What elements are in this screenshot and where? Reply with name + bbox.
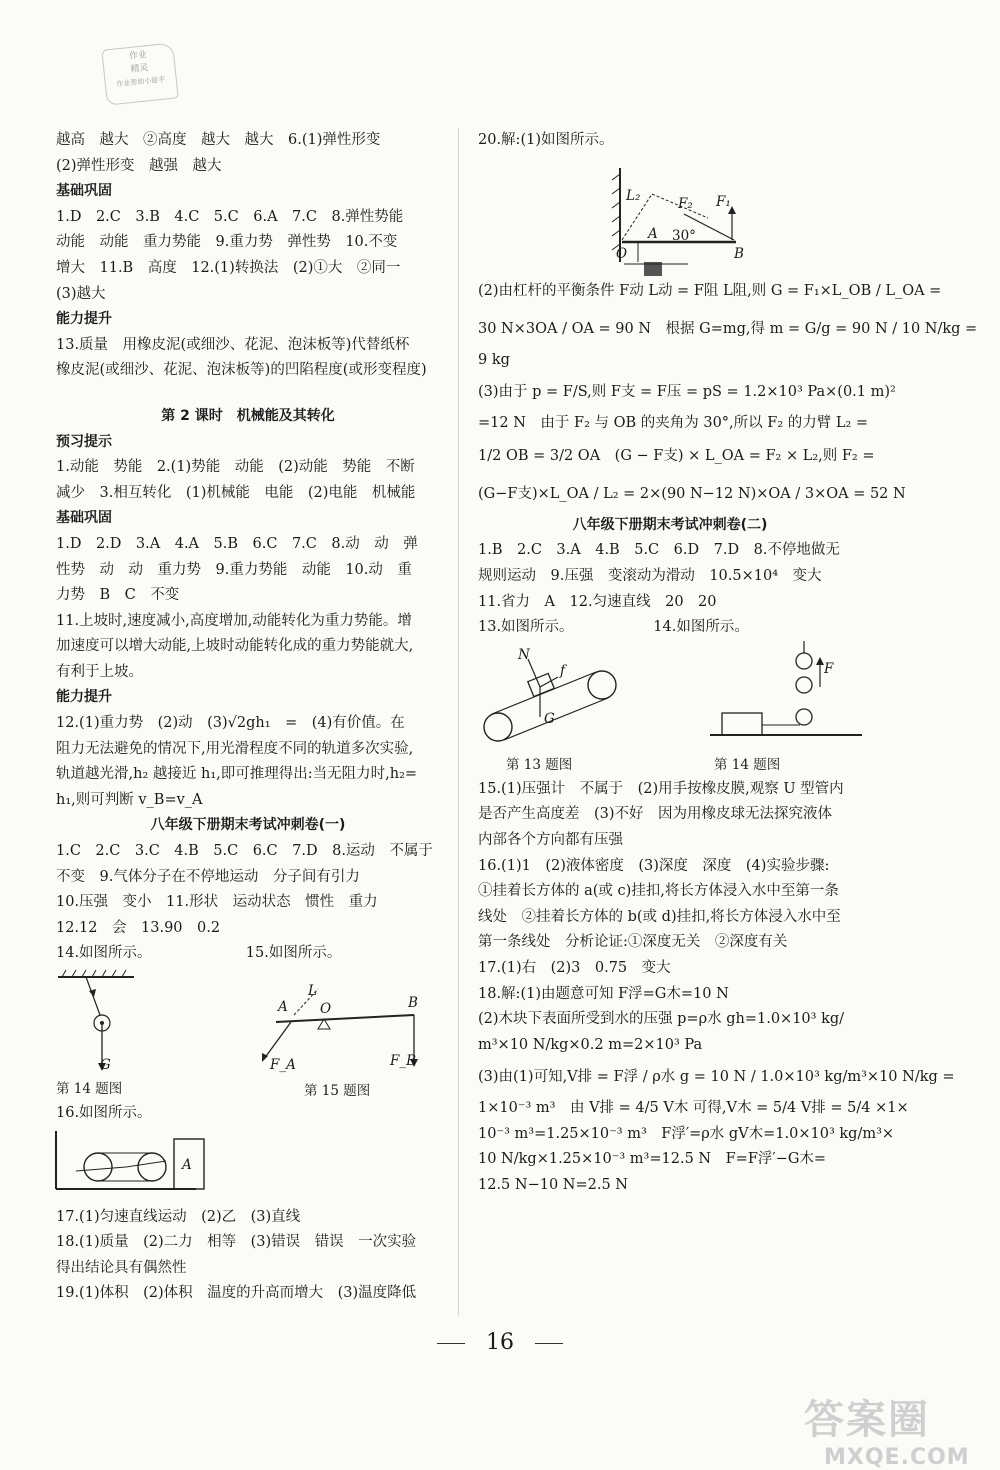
- figure-13-14: [478, 641, 862, 751]
- text-line: 第一条线处 分析论证:①深度无关 ②深度有关: [478, 934, 788, 951]
- text-line: m³×10 N/kg×0.2 m=2×10³ Pa: [478, 1036, 703, 1053]
- figure-14-15: [56, 967, 440, 1075]
- fig20-label-b: B: [734, 245, 744, 262]
- text-line: 力势 B C 不变: [56, 587, 180, 604]
- fig15-label-b: B: [408, 995, 418, 1011]
- fig15-label-l: L: [308, 983, 317, 999]
- text-line: 1×10⁻³ m³ 由 V排 = 4/5 V木 可得,V木 = 5/4 V排 = 5/4 ×1×: [478, 1100, 909, 1117]
- section-heading: 基础巩固: [56, 183, 112, 200]
- fig20-label-angle: 30°: [672, 227, 696, 244]
- figure-13-14-drawing: [478, 641, 862, 751]
- text-line: (2)弹性形变 越强 越大: [56, 157, 222, 174]
- page-number: [0, 1330, 1000, 1355]
- figure-14-15-drawing: [56, 967, 440, 1075]
- text-line: 越高 越大 ②高度 越大 越大 6.(1)弹性形变: [56, 132, 381, 148]
- equation-line: (3)由于 p = F/S,则 F支 = F压 = pS = 1.2×10³ Pa×(0.1 m)²: [478, 384, 896, 401]
- caption: 第 14 题图: [56, 1081, 123, 1097]
- text-line: 20.解:(1)如图所示。: [478, 132, 614, 148]
- figure-captions: [56, 1075, 440, 1101]
- stamp-logo: [101, 42, 178, 105]
- text-line: 规则运动 9.压强 变滚动为滑动 10.5×10⁴ 变大: [478, 567, 822, 584]
- text-line: 橡皮泥(或细沙、花泥、泡沫板等)的凹陷程度(或形变程度): [56, 362, 427, 379]
- figure-20-drawing: [478, 154, 862, 272]
- text-line: 1.B 2.C 3.A 4.B 5.C 6.D 7.D 8.不停地做无: [478, 542, 840, 559]
- page-number-dash: [535, 1343, 563, 1344]
- section-heading: 基础巩固: [56, 510, 112, 527]
- text-line: 不变 9.气体分子在不停地运动 分子间有引力: [56, 868, 360, 885]
- fig15-label-fa: F_A: [270, 1057, 296, 1073]
- text-line: (3)越大: [56, 285, 106, 302]
- watermark-text: 答案圈: [804, 1397, 930, 1443]
- figure-captions: [478, 751, 862, 777]
- fig15-label-fb: F_B: [390, 1053, 417, 1069]
- stamp-line: 精灵: [129, 63, 149, 75]
- watermark-logo: [804, 1388, 990, 1470]
- text-line: 1.D 2.D 3.A 4.A 5.B 6.C 7.C 8.动 动 弹: [56, 535, 418, 552]
- stamp-line: 作业帮助小能手: [116, 75, 166, 89]
- caption: 第 13 题图: [506, 756, 573, 773]
- fig16-label-a: A: [182, 1156, 192, 1173]
- text-line: 14.如图所示。 15.如图所示。: [56, 945, 342, 962]
- text-line: h₁,则可判断 v_B=v_A: [56, 791, 203, 808]
- text-line: 17.(1)匀速直线运动 (2)乙 (3)直线: [56, 1208, 301, 1225]
- fig13-label-g: G: [544, 710, 555, 727]
- text-line: 1.D 2.C 3.B 4.C 5.C 6.A 7.C 8.弹性势能: [56, 208, 404, 225]
- text-line: 线处 ②挂着长方体的 b(或 d)挂扣,将长方体浸入水中至: [478, 908, 841, 925]
- column-divider: [458, 128, 459, 1316]
- left-column: [56, 128, 440, 1307]
- fig20-label-f2: F₂: [678, 195, 693, 212]
- fig20-label-o: O: [616, 245, 628, 262]
- text-line: 12.12 会 13.90 0.2: [56, 919, 221, 936]
- text-line: 12.5 N−10 N=2.5 N: [478, 1177, 628, 1194]
- text-line: 增大 11.B 高度 12.(1)转换法 (2)①大 ②同一: [56, 259, 401, 276]
- text-line: 13.质量 用橡皮泥(或细沙、花泥、泡沫板等)代替纸杯: [56, 336, 410, 353]
- equation-line: 1/2 OB = 3/2 OA (G − F支) × L_OA = F₂ × L₂,则 F₂ =: [478, 447, 875, 464]
- text-line: 减少 3.相互转化 (1)机械能 电能 (2)电能 机械能: [56, 484, 416, 501]
- equation-line: =12 N 由于 F₂ 与 OB 的夹角为 30°,所以 F₂ 的力臂 L₂ =: [478, 415, 869, 432]
- fig20-label-f1: F₁: [716, 193, 731, 210]
- text-line: 10 N/kg×1.25×10⁻³ m³=12.5 N F=F浮′−G木=: [478, 1151, 827, 1168]
- text-line: 18.解:(1)由题意可知 F浮=G木=10 N: [478, 985, 729, 1002]
- equation-line: 9 kg: [478, 351, 510, 368]
- text-line: 加速度可以增大动能,上坡时动能转化成的重力势能就大,: [56, 638, 414, 655]
- exam-title: 八年级下册期末考试冲刺卷(一): [150, 817, 346, 834]
- right-column: [478, 128, 978, 1199]
- text-line: 11.省力 A 12.匀速直线 20 20: [478, 593, 717, 610]
- section-heading: 预习提示: [56, 433, 112, 450]
- equation-line: 30 N×3OA / OA = 90 N 根据 G=mg,得 m = G/g = 90 N / 10 N/kg =: [478, 320, 978, 337]
- figure-16-drawing: [56, 1127, 256, 1205]
- page-number-dash: [437, 1343, 465, 1344]
- text-line: (2)木块下表面所受到水的压强 p=ρ水 gh=1.0×10³ kg/: [478, 1011, 845, 1028]
- text-line: 轨道越光滑,h₂ 越接近 h₁,即可推理得出:当无阻力时,h₂=: [56, 766, 418, 783]
- text-line: 阻力无法避免的情况下,用光滑程度不同的轨道多次实验,: [56, 740, 414, 757]
- text-line: 有利于上坡。: [56, 663, 143, 680]
- exam-title: 八年级下册期末考试冲刺卷(二): [572, 516, 768, 533]
- page-number-value: 16: [486, 1330, 514, 1355]
- text-line: 动能 动能 重力势能 9.重力势 弹性势 10.不变: [56, 234, 398, 251]
- equation-line: (2)由杠杆的平衡条件 F动 L动 = F阻 L阻,则 G = F₁×L_OB / L_OA =: [478, 282, 942, 299]
- fig13-label-n: N: [518, 646, 530, 663]
- text-line: 内部各个方向都有压强: [478, 831, 623, 848]
- text-line: 17.(1)右 (2)3 0.75 变大: [478, 959, 671, 976]
- text-line: 19.(1)体积 (2)体积 温度的升高而增大 (3)温度降低: [56, 1285, 417, 1302]
- text-line: 18.(1)质量 (2)二力 相等 (3)错误 错误 一次实验: [56, 1234, 417, 1251]
- fig15-label-a: A: [278, 999, 288, 1015]
- section-heading: 能力提升: [56, 311, 112, 328]
- text-line: 性势 动 动 重力势 9.重力势能 动能 10.动 重: [56, 561, 412, 578]
- stamp-line: 作业: [128, 50, 148, 63]
- text-line: 得出结论具有偶然性: [56, 1259, 187, 1276]
- equation-line: (3)由(1)可知,V排 = F浮 / ρ水 g = 10 N / 1.0×10³ kg/m³×10 N/kg =: [478, 1069, 955, 1086]
- text-line: ①挂着长方体的 a(或 c)挂扣,将长方体浸入水中至第一条: [478, 883, 839, 900]
- fig20-label-l2: L₂: [626, 187, 641, 204]
- fig14-label-g: G: [100, 1057, 111, 1073]
- section-heading: 能力提升: [56, 689, 112, 706]
- fig13-label-f: f: [560, 662, 565, 679]
- text-line: 是否产生高度差 (3)不好 因为用橡皮球无法探究液体: [478, 806, 833, 823]
- text-line: 16.(1)1 (2)液体密度 (3)深度 深度 (4)实验步骤:: [478, 857, 830, 874]
- text-line: 1.动能 势能 2.(1)势能 动能 (2)动能 势能 不断: [56, 459, 415, 476]
- text-line: 12.(1)重力势 (2)动 (3)√2gh₁ = (4)有价值。在: [56, 715, 405, 732]
- figure-20: [478, 154, 862, 272]
- text-line: 11.上坡时,速度减小,高度增加,动能转化为重力势能。增: [56, 612, 412, 629]
- fig15-label-o: O: [320, 1001, 332, 1017]
- fig14-label-f: F: [824, 660, 834, 677]
- equation-line: (G−F支)×L_OA / L₂ = 2×(90 N−12 N)×OA / 3×OA = 52 N: [478, 485, 906, 502]
- text-line: 16.如图所示。: [56, 1105, 152, 1121]
- watermark-url: MXQE.COM: [824, 1445, 970, 1470]
- fig20-label-a: A: [648, 225, 658, 242]
- caption: 第 14 题图: [714, 756, 781, 773]
- lesson-title: 第 2 课时 机械能及其转化: [161, 407, 335, 424]
- figure-16: [56, 1127, 440, 1205]
- text-line: 13.如图所示。 14.如图所示。: [478, 619, 749, 636]
- text-line: 1.C 2.C 3.C 4.B 5.C 6.C 7.D 8.运动 不属于: [56, 843, 433, 860]
- text-line: 10⁻³ m³=1.25×10⁻³ m³ F浮′=ρ水 gV木=1.0×10³ kg/m³×: [478, 1125, 895, 1142]
- text-line: 10.压强 变小 11.形状 运动状态 惯性 重力: [56, 894, 378, 911]
- caption: 第 15 题图: [304, 1083, 371, 1099]
- text-line: 15.(1)压强计 不属于 (2)用手按橡皮膜,观察 U 型管内: [478, 780, 844, 797]
